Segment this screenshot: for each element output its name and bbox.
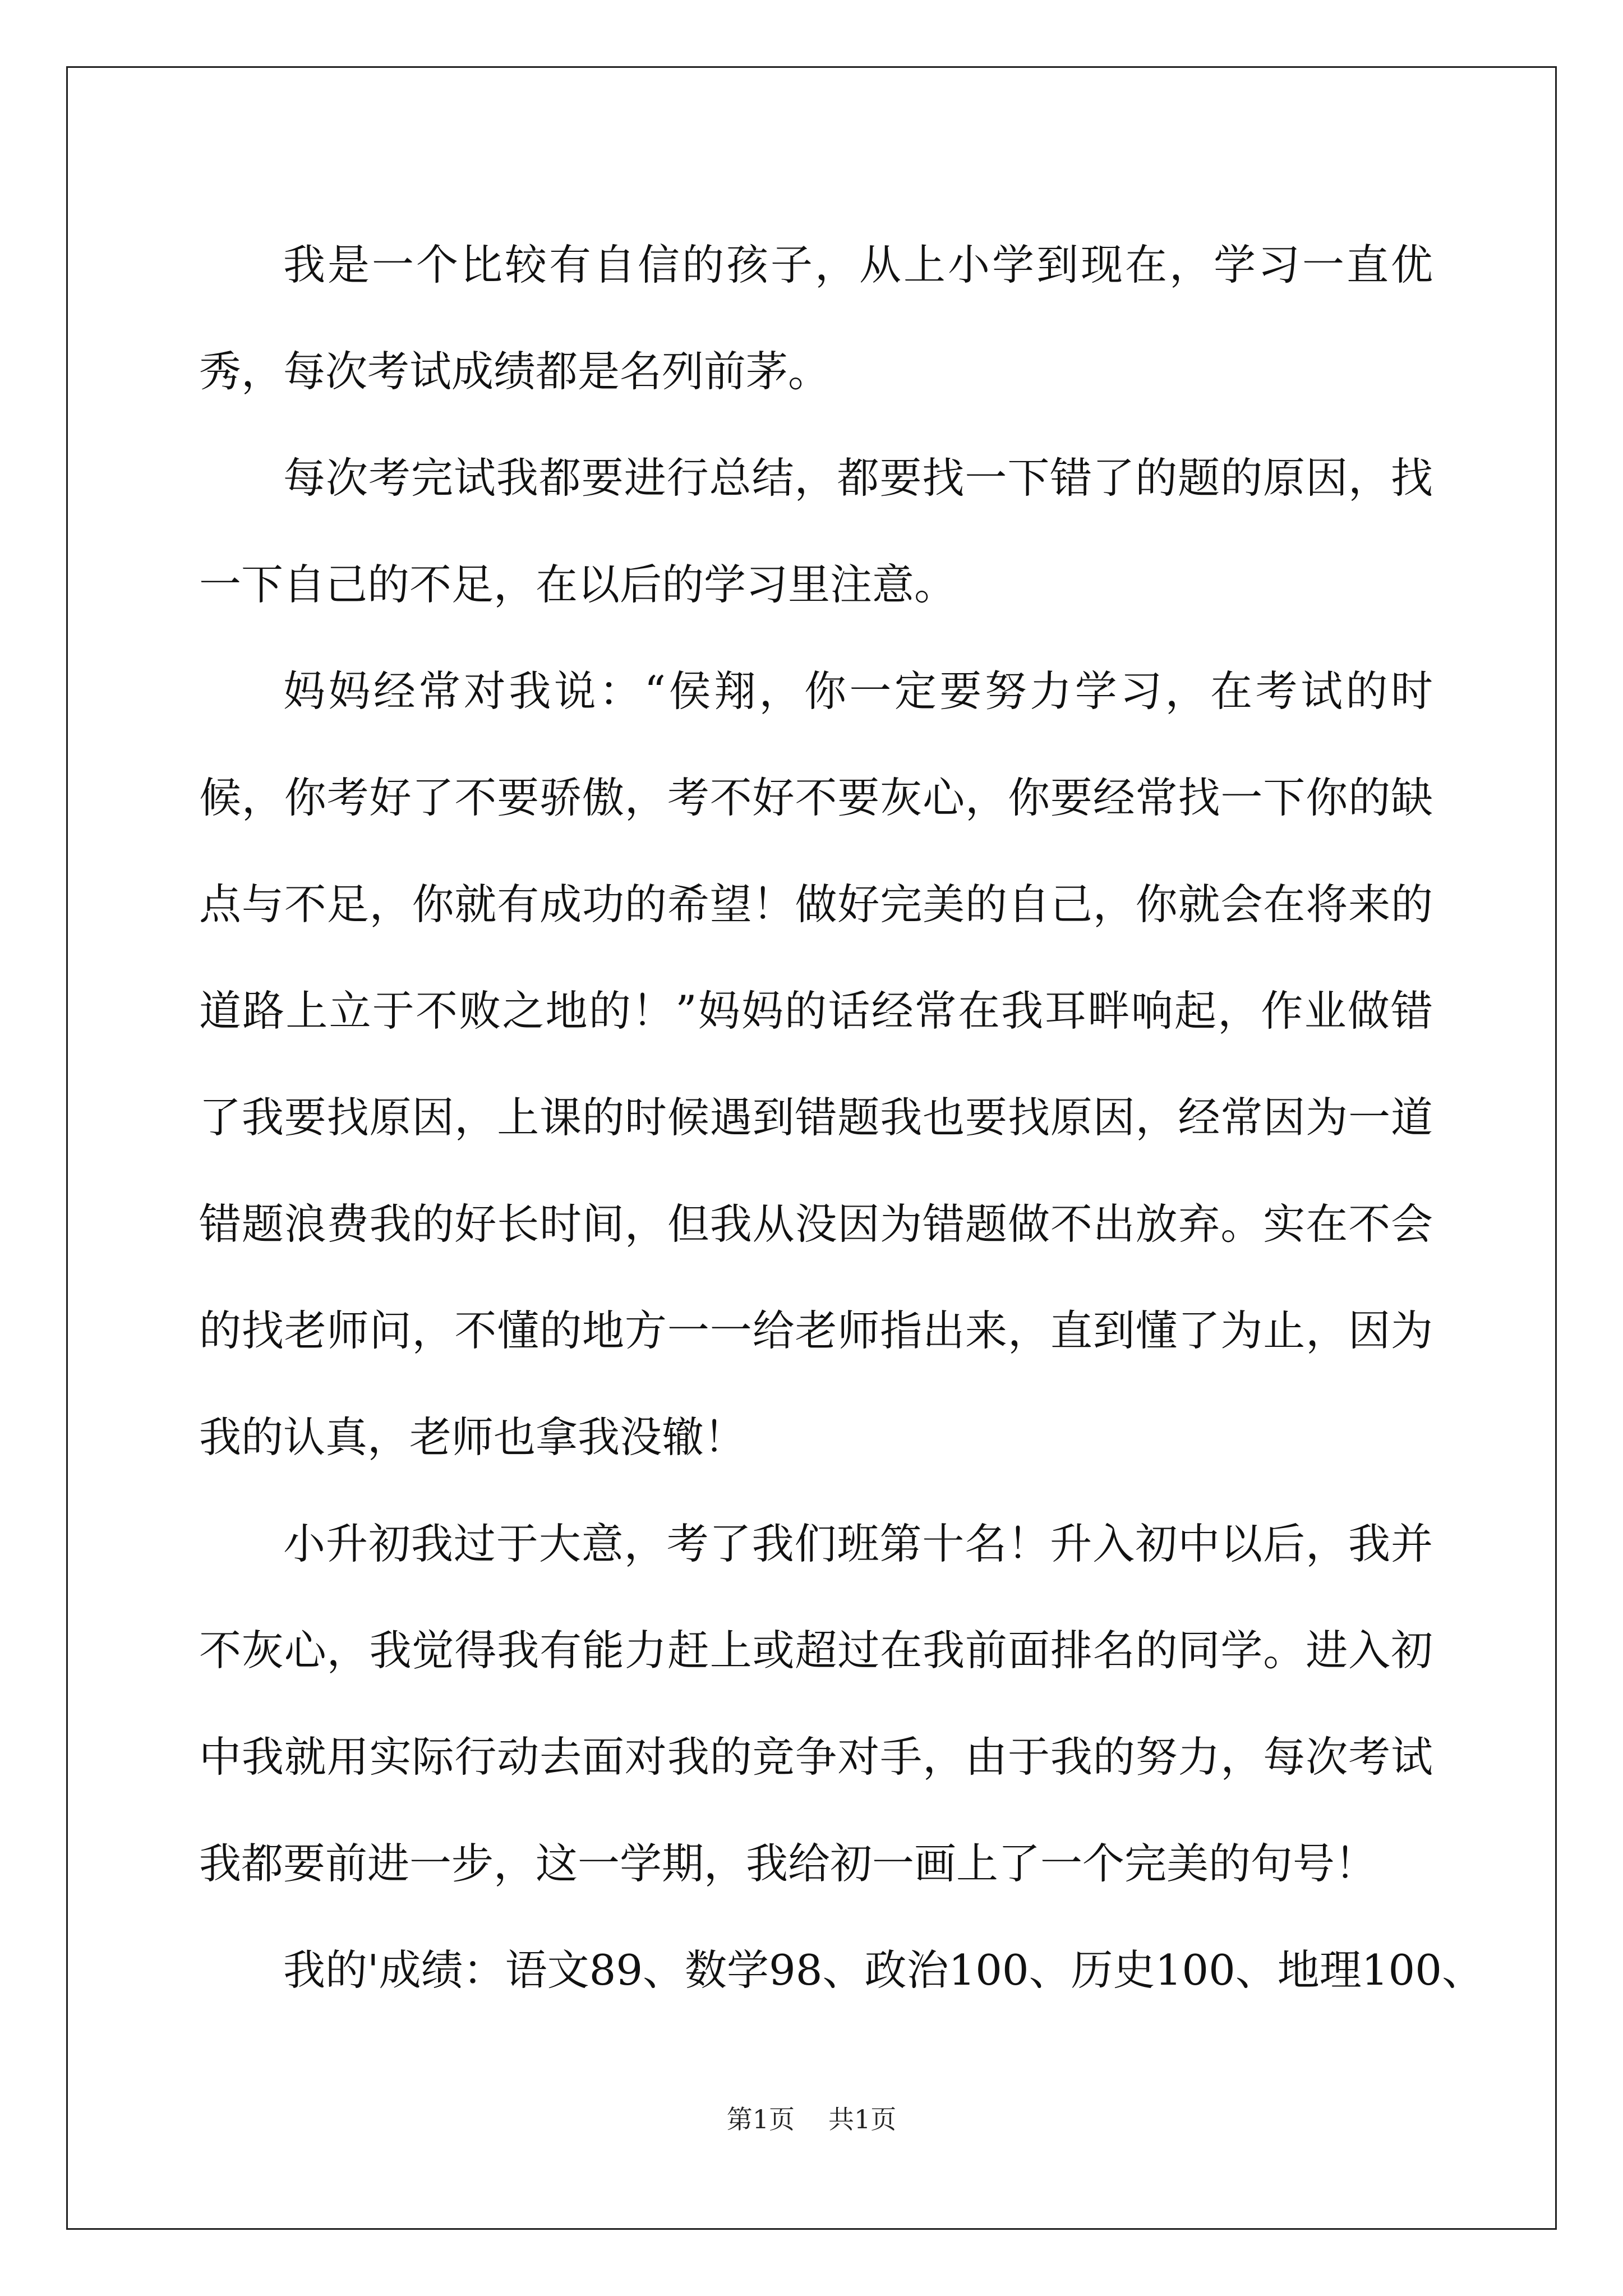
paragraph-2: 每次考完试我都要进行总结，都要找一下错了的题的原因，找一下自己的不足，在以后的学习里注意。	[199, 453, 1433, 609]
paragraph-3: 妈妈经常对我说：“侯翔，你一定要努力学习，在考试的时候，你考好了不要骄傲，考不好不要灰心，你要经常找一下你的缺点与不足，你就有成功的希望！做好完美的自己，你就会在将来的道路上立于不败之地的！”妈妈的话经常在我耳畔响起，作业做错了我要找原因，上课的时候遇到错题我也要找原因，经常因为一道错题浪费我的好长时间，但我从没因为错题做不出放弃。实在不会的找老师问，不懂的地方一一给老师指出来，直到懂了为止，因为我的认真，老师也拿我没辙！	[199, 666, 1433, 1462]
page-total: 共1页	[828, 2104, 897, 2134]
paragraph-1: 我是一个比较有自信的孩子，从上小学到现在，学习一直优秀，每次考试成绩都是名列前茅。	[199, 240, 1433, 396]
document-body	[199, 211, 1484, 2023]
paragraph-5: 我的'成绩：语文89、数学98、政治100、历史100、地理100、	[283, 1945, 1484, 1995]
page-footer	[0, 2102, 1623, 2136]
paragraph-4: 小升初我过于大意，考了我们班第十名！升入初中以后，我并不灰心，我觉得我有能力赶上或超过在我前面排名的同学。进入初中我就用实际行动去面对我的竞争对手，由于我的努力，每次考试我都要前进一步，这一学期，我给初一画上了一个完美的句号！	[199, 1519, 1433, 1888]
page-number: 第1页	[726, 2104, 795, 2134]
